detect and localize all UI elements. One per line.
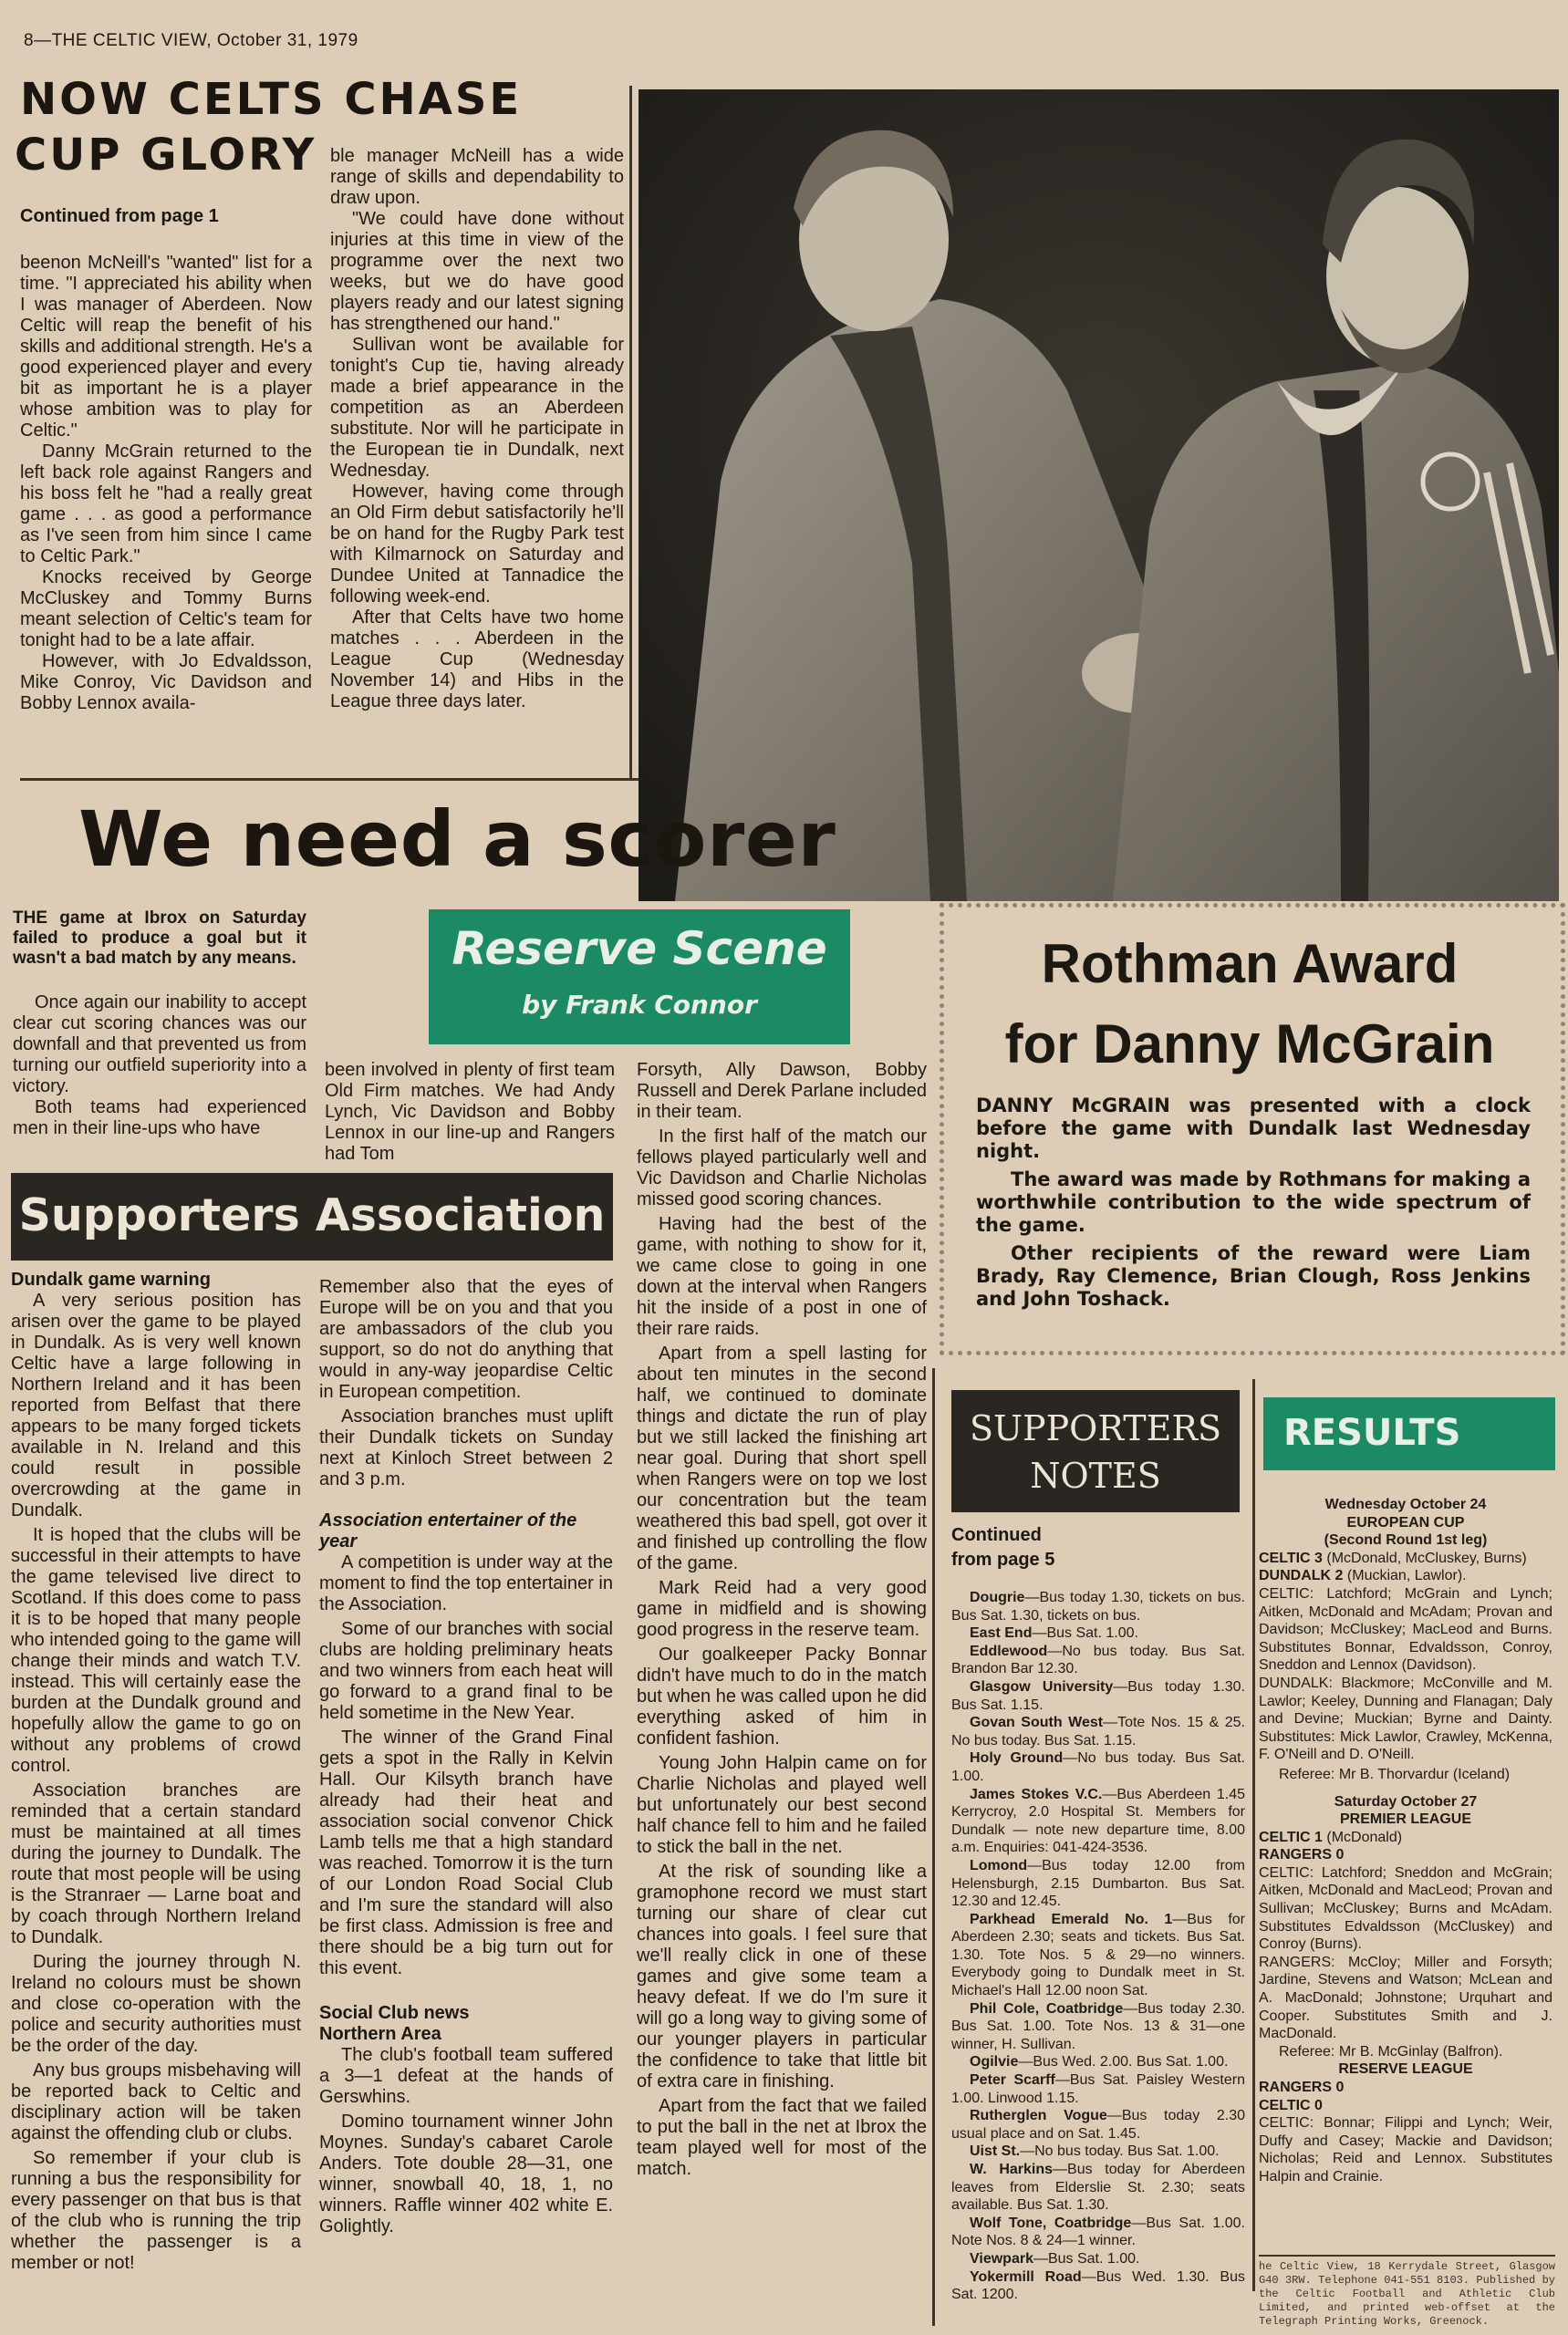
notes-results-divider — [1252, 1379, 1255, 2291]
story1-col1-text: beenon McNeill's "wanted" list for a time. "I appreciated his ability when I was manager of Aberdeen. Now Celtic will reap the benefit of his skills and additional strength. He's a good experienced player and every bit as important he is a player whose ambition was to play for Celtic." Danny McGrain returned to the left back role against Rangers and his boss felt he "had a really great game . . . as good a performance as I've seen from him since I came to Celtic Park." Knocks received by George McCluskey and Tommy Burns meant selection of Celtic's team for tonight had to be a late affair. However, with Jo Edvaldsson, Mike Conroy, Vic Davidson and Bobby Lennox availa- — [20, 253, 312, 713]
reserve-banner-title: Reserve Scene — [452, 922, 827, 975]
supporters-col2: Remember also that the eyes of Europe will be on you and that you are ambassadors of the club you support, so do not do anything that would in any-way jeopardise Celtic in European competition. Association branches must uplift their Dundalk tickets on Sunday next at Kinloch Street between 2 and 3 p.m. Association entertainer of the year A competition is under way at the moment to find the top entertainer in the Association. Some of our branches with social clubs are holding preliminary heats and two winners from each heat will go forward to a grand final to be held sometime in the New Year. The winner of the Grand Final gets a spot in the Rally in Kelvin Hall. Our Kilsyth branch have already had their heat and association social convenor Chick Lamb tells me that a high standard was reached. Tomorrow it is the turn of our London Road Social Club and I'm sure the standard will also be first class. Admission is free and there should be a big turn out for this event. Social Club news Northern Area The club's football team suffered a 3—1 defeat at the hands of Gerswhins. Domino tournament winner John Moynes. Sunday's cabaret Carole Anders. Tote double 28—31, one winner, snowball 40, 18, 1, no winners. Raffle winner 402 white E. Golightly. — [319, 1277, 613, 2236]
list-item: Holy Ground—No bus today. Bus Sat. 1.00. — [951, 1750, 1245, 1784]
reserve-banner-byline: by Frank Connor — [522, 990, 757, 1020]
reserve-headline: We need a scorer — [78, 794, 836, 884]
notes-list — [951, 1589, 1245, 2304]
award-body: DANNY McGRAIN was presented with a clock before the game with Dundalk last Wednesday night. The award was made by Rothmans for making a worthwhile contribution to the wide spectrum of the game. Other recipients of the reward were Liam Brady, Ray Clemence, Brian Clough, Ross Jenkins and John Toshack. — [976, 1095, 1531, 1310]
list-item: Glasgow University—Bus today 1.30. Bus Sat. 1.15. — [951, 1678, 1245, 1713]
supporters-col1: Dundalk game warning A very serious position has arisen over the game to be played in Dundalk. As is very well known Celtic have a large following in Northern Ireland and it has been reported from Belfast that there appears to be many forged tickets available in N. Ireland and this could result in possible overcrowding at the game in Dundalk. It is hoped that the clubs will be successful in their attempts to have the game televised live direct to Scotland. If this does come to pass it is to be hoped that many people who intended going to the game will change their minds and watch T.V. instead. This will certainly ease the burden at the Dundalk ground and hopefully allow the game to go on without any problems of crowd control. Association branches are reminded that a certain standard must be maintained at all times during the journey to Dundalk. The route that most people will be using is the Stranraer — Larne boat and by coach through Northern Ireland to Dundalk. During the journey through N. Ireland no colours must be shown and close co-operation with the police and security authorities must be the order of the day. Any bus groups misbehaving will be reported back to Celtic and disciplinary action will be taken against the offending club or clubs. So remember if your club is running a bus the responsibility for every passenger on that bus is that of the club who is running the trip whether the passenger is a member or not! — [11, 1270, 301, 2273]
photo-presentation-icon — [639, 89, 1559, 901]
social-heading: Social Club news — [319, 2003, 470, 2023]
award-headline-2: for Danny McGrain — [1004, 1013, 1495, 1074]
notes-continued: Continued from page 5 — [951, 1525, 1055, 1570]
imprint-rule — [1259, 2255, 1555, 2257]
list-item: Govan South West—Tote Nos. 15 & 25. No bus today. Bus Sat. 1.15. — [951, 1715, 1245, 1749]
list-item: Phil Cole, Coatbridge—Bus today 2.30. Bus Sat. 1.00. Tote Nos. 13 & 31—one winner, H. Sullivan. — [951, 2000, 1245, 2052]
story1-col1 — [20, 206, 312, 714]
list-item: East End—Bus Sat. 1.00. — [970, 1625, 1138, 1642]
warning-heading: Dundalk game warning — [11, 1270, 211, 1290]
list-item: James Stokes V.C.—Bus Aberdeen 1.45 Kerrycroy, 2.0 Hospital St. Members for Dundalk — note new departure time, 8.00 a.m. Enquiries: 041-424-3536. — [951, 1786, 1245, 1856]
supporters-banner — [11, 1173, 613, 1261]
reserve-banner — [429, 909, 850, 1044]
reserve-intro: THE game at Ibrox on Saturday failed to produce a goal but it wasn't a bad match by any means. — [13, 908, 306, 968]
list-item: Yokermill Road—Bus Wed. 1.30. Bus Sat. 1200. — [951, 2268, 1245, 2303]
reserve-col1: Once again our inability to accept clear cut scoring chances was our downfall and that prevented us from turning our outfield superiority into a victory. Both teams had experienced men in their line-ups who have — [13, 992, 306, 1138]
notes-banner-line1: SUPPORTERS — [969, 1408, 1222, 1448]
list-item: Eddlewood—No bus today. Bus Sat. Brandon Bar 12.30. — [951, 1643, 1245, 1677]
story1-headline-1: NOW CELTS CHASE — [20, 74, 523, 125]
results-banner-title: RESULTS — [1283, 1412, 1461, 1454]
supporters-banner-title: Supporters Association — [18, 1189, 606, 1241]
imprint: he Celtic View, 18 Kerrydale Street, Glasgow G40 3RW. Telephone 041-551 8103. Published by the Celtic Football and Athletic Club Limited, and printed web-offset at the Telegraph Printing Works, Greenock. — [1259, 2260, 1555, 2328]
list-item: Ogilvie—Bus Wed. 2.00. Bus Sat. 1.00. — [970, 2054, 1229, 2070]
list-item: Uist St.—No bus today. Bus Sat. 1.00. — [970, 2143, 1220, 2160]
award-photo — [639, 89, 1559, 901]
story1-continued: Continued from page 1 — [20, 206, 219, 226]
list-item: Parkhead Emerald No. 1—Bus for Aberdeen 2.30; seats and tickets. Bus Sat. 1.30. Tote Nos. 5 & 29—no winners. Everybody going to Dundalk meet in St. Michael's Hall 12.00 noon Sat. — [951, 1911, 1245, 1999]
list-item: Viewpark—Bus Sat. 1.00. — [970, 2250, 1140, 2267]
supporters-col-divider — [932, 1368, 935, 2326]
notes-banner — [951, 1390, 1240, 1512]
masthead: 8—THE CELTIC VIEW, October 31, 1979 — [24, 31, 358, 50]
results-body: Wednesday October 24 EUROPEAN CUP (Second Round 1st leg) CELTIC 3 (McDonald, McCluskey, Burns) DUNDALK 2 (Muckian, Lawlor). CELTIC: Latchford; McGrain and Lynch; Aitken, McDonald and McAdam; Provan and Davidson; McCluskey; MacLeod and Burns. Substitutes Bonnar, Edvaldsson, Conroy, Sneddon and Lennox (Davidson). DUNDALK: Blackmore; McConville and M. Lawlor; Keeley, Dunning and Flanagan; Daly and Devine; Muckian; Byrne and Dainty. Substitutes: Mick Lawlor, Crawley, McKenna, F. O'Neill and D. O'Neill. Referee: Mr B. Thorvardur (Iceland) Saturday October 27 PREMIER LEAGUE CELTIC 1 (McDonald) RANGERS 0 CELTIC: Latchford; Sneddon and McGrain; Aitken, McDonald and MacLeod; Provan and Sullivan; McCluskey; Burns and McAdam. Substitutes Edvaldsson (McCluskey) and Conroy (Burns). RANGERS: McCloy; Miller and Forsyth; Jardine, Stevens and Watson; McLean and A. MacDonald; Johnstone; Urquhart and Cooper. Substitutes Smith and J. MacDonald. Referee: Mr B. McGinlay (Balfron). RESERVE LEAGUE RANGERS 0 CELTIC 0 CELTIC: Bonnar; Filippi and Lynch; Weir, Duffy and Casey; Mackie and Davidson; Nicholas; Reid and Lennox. Substitutes Halpin and Crainie. — [1259, 1497, 1552, 2185]
notes-banner-line2: NOTES — [1030, 1456, 1161, 1496]
list-item: Rutherglen Vogue—Bus today 2.30 usual place and on Sat. 1.45. — [951, 2108, 1245, 2142]
list-item: Dougrie—Bus today 1.30, tickets on bus. Bus Sat. 1.30, tickets on bus. — [951, 1590, 1245, 1624]
northern-heading: Northern Area — [319, 2024, 441, 2044]
story1-headline-2: CUP GLORY — [15, 130, 317, 181]
story1-col2: ble manager McNeill has a wide range of skills and dependability to draw upon. "We could have done without injuries at this time in view of the programme over the next two weeks, but we do have good players ready and our latest signing has strengthened our hand." Sullivan wont be available for tonight's Cup tie, having already made a brief appearance in the competition as an Aberdeen substitute. Nor will he participate in the European tie in Dundalk, next Wednesday. However, having come through an Old Firm debut satisfactorily he'll be on hand for the Rugby Park test with Kilmarnock on Saturday and Dundee United at Tannadice the following week-end. After that Celts have two home matches . . . Aberdeen in the League Cup (Wednesday November 14) and Hibs in the League three days later. — [330, 146, 624, 711]
award-headline-1: Rothman Award — [1041, 933, 1459, 994]
list-item: Wolf Tone, Coatbridge—Bus Sat. 1.00. Note Nos. 8 & 24—1 winner. — [951, 2215, 1245, 2249]
list-item: Lomond—Bus today 12.00 from Helensburgh, 2.15 Dumbarton. Bus Sat. 12.30 and 12.45. — [951, 1857, 1245, 1910]
list-item: Peter Scarff—Bus Sat. Paisley Western 1.00. Linwood 1.15. — [951, 2072, 1245, 2106]
reserve-col3: Forsyth, Ally Dawson, Bobby Russell and Derek Parlane included in their team. In the first half of the match our fellows played particularly well and Vic Davidson and Charlie Nicholas missed good scoring chances. Having had the best of the game, with nothing to show for it, we came close to going in one down at the interval when Rangers hit the inside of a post in one of their rare raids. Apart from a spell lasting for about ten minutes in the second half, we continued to dominate things and dictate the run of play but we still lacked the finishing art near goal. During that short spell when Rangers were on top we lost our concentration but the team weathered this bad spell, got over it and finished up controlling the flow of the game. Mark Reid had a very good game in midfield and is showing good progress in the reserve team. Our goalkeeper Packy Bonnar didn't have much to do in the match but when he was called upon he did everything asked of him in confident fashion. Young John Halpin came on for Charlie Nicholas and played well but unfortunately our best second half chance fell to him and he failed to stick the ball in the net. At the risk of sounding like a gramophone record we must start turning our share of clear cut chances into goals. I feel sure that we'll really click in one of these games and give some team a heavy defeat. If we do I'm sure it will go a long way to giving some of our younger players in particular the confidence to take that little bit of extra care in finishing. Apart from the fact that we failed to put the ball in the net at Ibrox the team played well for most of the match. — [637, 1060, 928, 2179]
story1-divider-vertical — [629, 86, 632, 779]
results-banner — [1263, 1397, 1555, 1470]
reserve-col2: been involved in plenty of first team Old Firm matches. We had Andy Lynch, Vic Davidson and Bobby Lennox in our line-up and Rangers had Tom — [325, 1060, 615, 1164]
entertainer-heading: Association entertainer of the year — [319, 1510, 577, 1551]
list-item: W. Harkins—Bus today for Aberdeen leaves from Elderslie St. 2.30; seats available. Bus Sat. 1.30. — [951, 2162, 1245, 2214]
